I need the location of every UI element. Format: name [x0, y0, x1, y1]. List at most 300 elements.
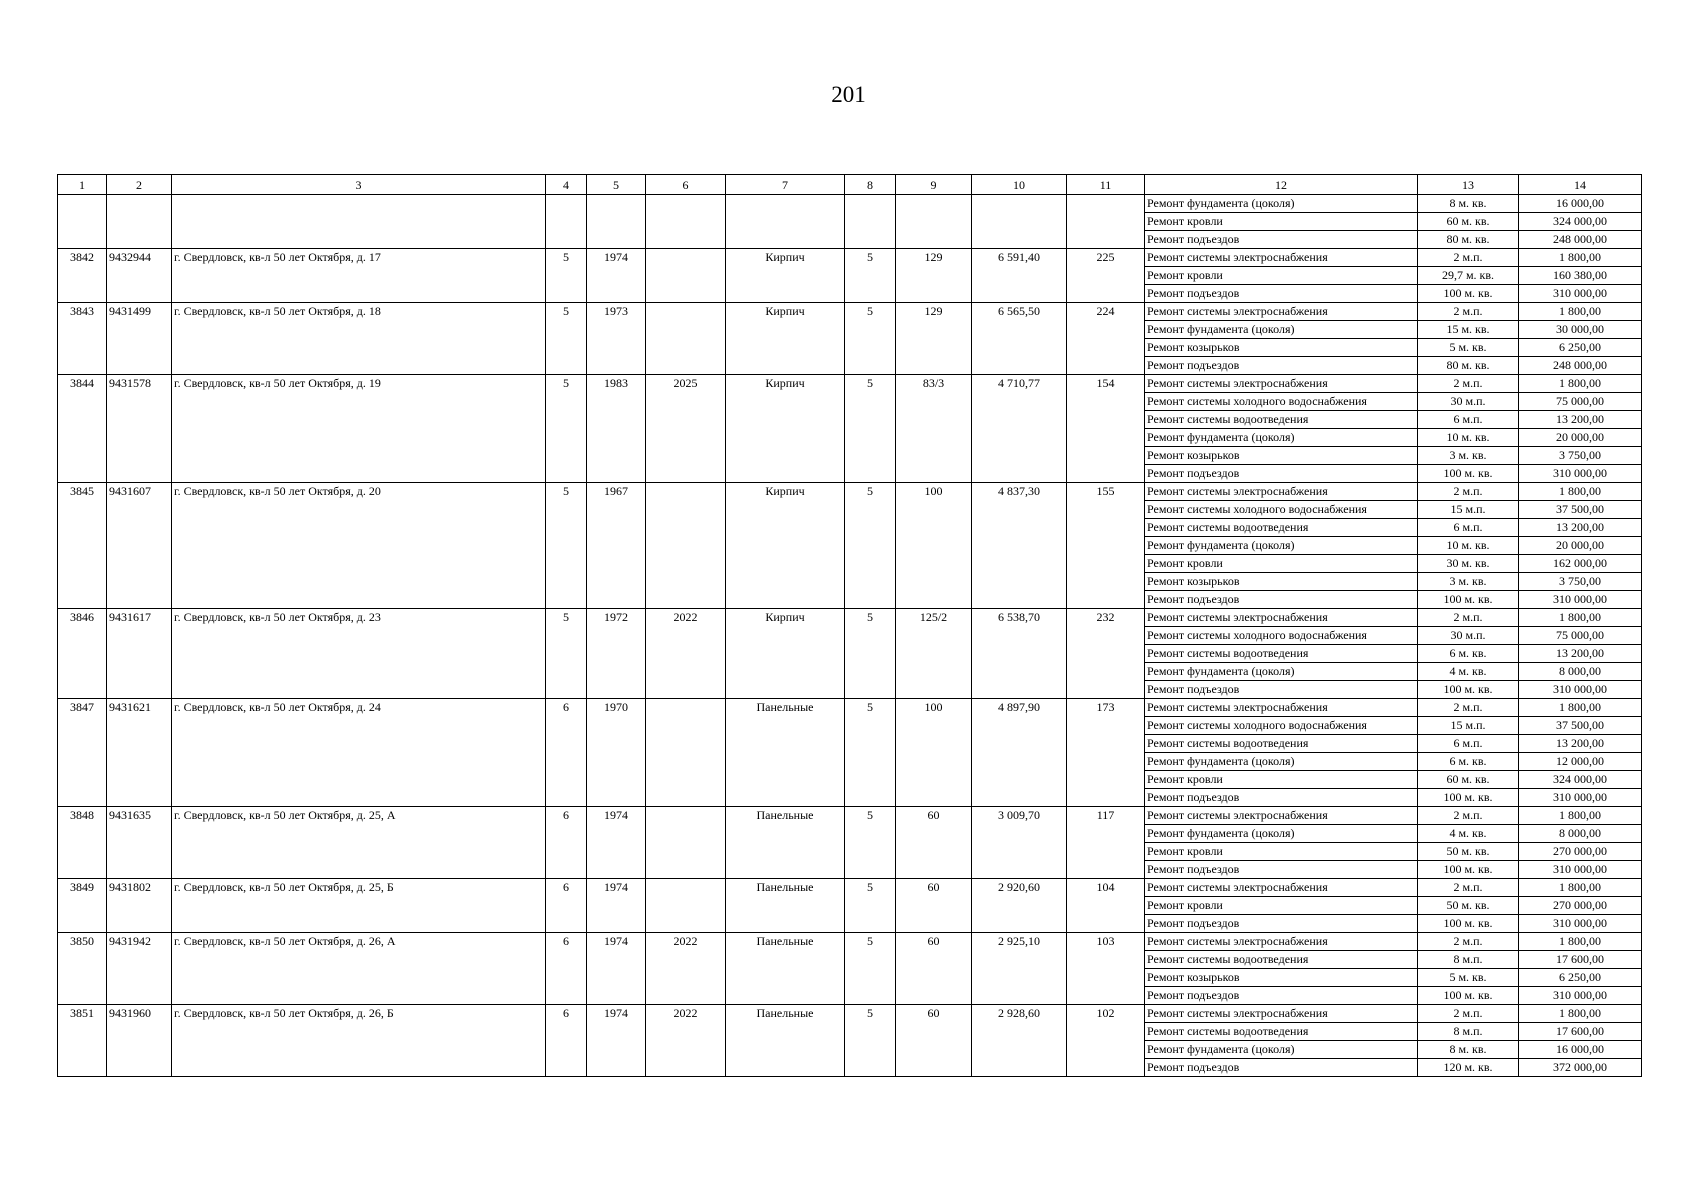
column-header: 8 — [845, 175, 896, 195]
building-code — [107, 447, 172, 465]
cell-col8 — [845, 267, 896, 285]
table-row — [58, 195, 1642, 213]
cell-col11 — [1067, 447, 1145, 465]
building-code — [107, 681, 172, 699]
work-volume: 5 м. кв. — [1418, 969, 1519, 987]
building-number — [58, 789, 107, 807]
cell-col9 — [896, 645, 972, 663]
building-address: г. Свердловск, кв-л 50 лет Октября, д. 20 — [172, 483, 546, 501]
cell-col11 — [1067, 771, 1145, 789]
building-address — [172, 969, 546, 987]
cell-col8 — [845, 627, 896, 645]
cell-col6 — [646, 465, 726, 483]
cell-col8 — [845, 645, 896, 663]
building-number — [58, 573, 107, 591]
work-name: Ремонт фундамента (цоколя) — [1145, 195, 1418, 213]
cell-col5 — [587, 861, 646, 879]
cell-col9 — [896, 357, 972, 375]
building-address — [172, 285, 546, 303]
cell-col11 — [1067, 825, 1145, 843]
cell-col5 — [587, 645, 646, 663]
work-name: Ремонт козырьков — [1145, 573, 1418, 591]
cell-col4 — [546, 447, 587, 465]
cell-col7 — [726, 465, 845, 483]
work-cost: 12 000,00 — [1519, 753, 1642, 771]
cell-col4: 6 — [546, 807, 587, 825]
table-row — [58, 519, 1642, 537]
cell-col11 — [1067, 681, 1145, 699]
work-volume: 8 м. кв. — [1418, 1041, 1519, 1059]
cell-col5: 1983 — [587, 375, 646, 393]
cell-col11 — [1067, 717, 1145, 735]
cell-col11 — [1067, 987, 1145, 1005]
building-address: г. Свердловск, кв-л 50 лет Октября, д. 25, Б — [172, 879, 546, 897]
building-address: г. Свердловск, кв-л 50 лет Октября, д. 23 — [172, 609, 546, 627]
building-number — [58, 591, 107, 609]
building-number — [58, 717, 107, 735]
cell-col6 — [646, 249, 726, 267]
cell-col9: 60 — [896, 807, 972, 825]
building-number — [58, 1041, 107, 1059]
cell-col4 — [546, 555, 587, 573]
cell-col10: 2 920,60 — [972, 879, 1067, 897]
cell-col6 — [646, 1041, 726, 1059]
cell-col6 — [646, 897, 726, 915]
work-cost: 37 500,00 — [1519, 501, 1642, 519]
building-number — [58, 843, 107, 861]
cell-col10 — [972, 645, 1067, 663]
cell-col7 — [726, 825, 845, 843]
cell-col4: 5 — [546, 375, 587, 393]
cell-col8 — [845, 1059, 896, 1077]
table-row — [58, 573, 1642, 591]
work-volume: 2 м.п. — [1418, 249, 1519, 267]
cell-col4: 5 — [546, 609, 587, 627]
cell-col6: 2022 — [646, 609, 726, 627]
cell-col7 — [726, 843, 845, 861]
work-cost: 8 000,00 — [1519, 825, 1642, 843]
column-header: 4 — [546, 175, 587, 195]
cell-col5: 1973 — [587, 303, 646, 321]
work-volume: 50 м. кв. — [1418, 897, 1519, 915]
cell-col10 — [972, 843, 1067, 861]
cell-col5 — [587, 717, 646, 735]
building-number — [58, 1059, 107, 1077]
table-row — [58, 465, 1642, 483]
cell-col10: 2 925,10 — [972, 933, 1067, 951]
cell-col9 — [896, 735, 972, 753]
cell-col5 — [587, 969, 646, 987]
cell-col8 — [845, 591, 896, 609]
building-address — [172, 861, 546, 879]
cell-col6 — [646, 411, 726, 429]
building-code — [107, 465, 172, 483]
cell-col5 — [587, 339, 646, 357]
cell-col8 — [845, 969, 896, 987]
cell-col4 — [546, 321, 587, 339]
cell-col11 — [1067, 969, 1145, 987]
cell-col8 — [845, 195, 896, 213]
building-code — [107, 897, 172, 915]
work-volume: 100 м. кв. — [1418, 915, 1519, 933]
building-code — [107, 987, 172, 1005]
table-row — [58, 483, 1642, 501]
cell-col4 — [546, 861, 587, 879]
cell-col7 — [726, 753, 845, 771]
building-number: 3846 — [58, 609, 107, 627]
column-header: 7 — [726, 175, 845, 195]
table-row — [58, 267, 1642, 285]
cell-col10 — [972, 555, 1067, 573]
work-cost: 37 500,00 — [1519, 717, 1642, 735]
table-row — [58, 663, 1642, 681]
column-header: 9 — [896, 175, 972, 195]
cell-col7 — [726, 1059, 845, 1077]
cell-col10 — [972, 411, 1067, 429]
cell-col5: 1974 — [587, 249, 646, 267]
cell-col9 — [896, 627, 972, 645]
cell-col5 — [587, 843, 646, 861]
cell-col11: 102 — [1067, 1005, 1145, 1023]
register-body — [58, 195, 1642, 1077]
cell-col10 — [972, 735, 1067, 753]
work-cost: 310 000,00 — [1519, 681, 1642, 699]
building-code — [107, 663, 172, 681]
cell-col5 — [587, 771, 646, 789]
cell-col11: 104 — [1067, 879, 1145, 897]
cell-col9 — [896, 321, 972, 339]
work-volume: 6 м.п. — [1418, 519, 1519, 537]
cell-col7 — [726, 357, 845, 375]
work-volume: 15 м. кв. — [1418, 321, 1519, 339]
work-cost: 372 000,00 — [1519, 1059, 1642, 1077]
cell-col10 — [972, 267, 1067, 285]
building-number — [58, 339, 107, 357]
cell-col6 — [646, 501, 726, 519]
cell-col5 — [587, 555, 646, 573]
cell-col10 — [972, 789, 1067, 807]
work-cost: 1 800,00 — [1519, 699, 1642, 717]
cell-col4 — [546, 717, 587, 735]
building-address — [172, 393, 546, 411]
cell-col4 — [546, 825, 587, 843]
cell-col5 — [587, 501, 646, 519]
cell-col9 — [896, 951, 972, 969]
cell-col11: 155 — [1067, 483, 1145, 501]
work-volume: 100 м. кв. — [1418, 591, 1519, 609]
work-name: Ремонт подъездов — [1145, 231, 1418, 249]
cell-col6 — [646, 681, 726, 699]
cell-col11 — [1067, 951, 1145, 969]
building-address — [172, 213, 546, 231]
cell-col11 — [1067, 1023, 1145, 1041]
cell-col6 — [646, 843, 726, 861]
cell-col10 — [972, 1059, 1067, 1077]
cell-col9: 60 — [896, 1005, 972, 1023]
building-address — [172, 429, 546, 447]
work-cost: 270 000,00 — [1519, 843, 1642, 861]
cell-col11 — [1067, 285, 1145, 303]
cell-col6 — [646, 915, 726, 933]
cell-col5 — [587, 267, 646, 285]
building-code — [107, 717, 172, 735]
cell-col5: 1974 — [587, 879, 646, 897]
cell-col4 — [546, 753, 587, 771]
cell-col9: 129 — [896, 303, 972, 321]
cell-col6 — [646, 987, 726, 1005]
cell-col9 — [896, 231, 972, 249]
cell-col6 — [646, 645, 726, 663]
cell-col11 — [1067, 411, 1145, 429]
cell-col11 — [1067, 393, 1145, 411]
work-volume: 120 м. кв. — [1418, 1059, 1519, 1077]
building-address — [172, 231, 546, 249]
cell-col8: 5 — [845, 933, 896, 951]
building-code — [107, 735, 172, 753]
cell-col6 — [646, 195, 726, 213]
building-address — [172, 339, 546, 357]
cell-col4: 6 — [546, 699, 587, 717]
cell-col11 — [1067, 501, 1145, 519]
building-address: г. Свердловск, кв-л 50 лет Октября, д. 24 — [172, 699, 546, 717]
cell-col9: 83/3 — [896, 375, 972, 393]
building-code: 9431942 — [107, 933, 172, 951]
work-name: Ремонт козырьков — [1145, 339, 1418, 357]
building-code — [107, 1059, 172, 1077]
building-number — [58, 645, 107, 663]
work-cost: 270 000,00 — [1519, 897, 1642, 915]
cell-col9 — [896, 753, 972, 771]
work-volume: 100 м. кв. — [1418, 789, 1519, 807]
building-address — [172, 717, 546, 735]
building-number — [58, 627, 107, 645]
building-code — [107, 753, 172, 771]
cell-col4 — [546, 357, 587, 375]
table-row — [58, 537, 1642, 555]
cell-col10 — [972, 231, 1067, 249]
cell-col9 — [896, 771, 972, 789]
work-cost: 310 000,00 — [1519, 789, 1642, 807]
cell-col5 — [587, 573, 646, 591]
table-row — [58, 393, 1642, 411]
cell-col7: Панельные — [726, 699, 845, 717]
building-code: 9431802 — [107, 879, 172, 897]
cell-col6 — [646, 555, 726, 573]
building-address — [172, 501, 546, 519]
cell-col4 — [546, 591, 587, 609]
cell-col9: 100 — [896, 483, 972, 501]
building-number: 3842 — [58, 249, 107, 267]
cell-col4: 5 — [546, 483, 587, 501]
work-volume: 2 м.п. — [1418, 375, 1519, 393]
column-number-row — [58, 175, 1642, 195]
table-row — [58, 429, 1642, 447]
cell-col7: Кирпич — [726, 483, 845, 501]
cell-col7 — [726, 429, 845, 447]
table-row — [58, 681, 1642, 699]
work-name: Ремонт подъездов — [1145, 591, 1418, 609]
cell-col7 — [726, 231, 845, 249]
cell-col7 — [726, 987, 845, 1005]
cell-col6 — [646, 735, 726, 753]
building-number — [58, 987, 107, 1005]
cell-col8 — [845, 429, 896, 447]
cell-col11: 232 — [1067, 609, 1145, 627]
cell-col9 — [896, 825, 972, 843]
building-code — [107, 771, 172, 789]
cell-col10 — [972, 915, 1067, 933]
cell-col8 — [845, 537, 896, 555]
cell-col8: 5 — [845, 879, 896, 897]
cell-col8: 5 — [845, 807, 896, 825]
work-cost: 20 000,00 — [1519, 537, 1642, 555]
cell-col5 — [587, 951, 646, 969]
building-address — [172, 357, 546, 375]
cell-col5 — [587, 789, 646, 807]
cell-col5 — [587, 1023, 646, 1041]
cell-col5 — [587, 519, 646, 537]
work-volume: 2 м.п. — [1418, 303, 1519, 321]
building-number — [58, 537, 107, 555]
cell-col10 — [972, 681, 1067, 699]
cell-col7 — [726, 267, 845, 285]
work-name: Ремонт фундамента (цоколя) — [1145, 1041, 1418, 1059]
work-name: Ремонт подъездов — [1145, 357, 1418, 375]
work-volume: 5 м. кв. — [1418, 339, 1519, 357]
cell-col6 — [646, 699, 726, 717]
cell-col10 — [972, 537, 1067, 555]
building-number — [58, 231, 107, 249]
cell-col8 — [845, 213, 896, 231]
work-name: Ремонт кровли — [1145, 897, 1418, 915]
cell-col7 — [726, 339, 845, 357]
cell-col9 — [896, 915, 972, 933]
work-name: Ремонт подъездов — [1145, 681, 1418, 699]
cell-col6 — [646, 807, 726, 825]
work-volume: 60 м. кв. — [1418, 213, 1519, 231]
work-cost: 17 600,00 — [1519, 951, 1642, 969]
cell-col4 — [546, 951, 587, 969]
building-address — [172, 267, 546, 285]
work-cost: 1 800,00 — [1519, 933, 1642, 951]
cell-col10 — [972, 339, 1067, 357]
column-header: 1 — [58, 175, 107, 195]
table-row — [58, 609, 1642, 627]
work-cost: 1 800,00 — [1519, 1005, 1642, 1023]
cell-col6 — [646, 231, 726, 249]
work-volume: 30 м. кв. — [1418, 555, 1519, 573]
work-name: Ремонт фундамента (цоколя) — [1145, 753, 1418, 771]
cell-col11 — [1067, 213, 1145, 231]
cell-col4 — [546, 897, 587, 915]
cell-col6 — [646, 303, 726, 321]
cell-col6 — [646, 321, 726, 339]
cell-col6 — [646, 213, 726, 231]
cell-col11 — [1067, 1041, 1145, 1059]
cell-col9 — [896, 987, 972, 1005]
work-volume: 50 м. кв. — [1418, 843, 1519, 861]
table-row — [58, 861, 1642, 879]
work-name: Ремонт фундамента (цоколя) — [1145, 825, 1418, 843]
building-number: 3844 — [58, 375, 107, 393]
work-cost: 310 000,00 — [1519, 465, 1642, 483]
building-code: 9431578 — [107, 375, 172, 393]
cell-col7 — [726, 771, 845, 789]
cell-col4 — [546, 735, 587, 753]
cell-col6 — [646, 879, 726, 897]
table-row — [58, 987, 1642, 1005]
work-volume: 4 м. кв. — [1418, 663, 1519, 681]
building-number — [58, 753, 107, 771]
work-cost: 248 000,00 — [1519, 357, 1642, 375]
cell-col6 — [646, 339, 726, 357]
work-volume: 3 м. кв. — [1418, 447, 1519, 465]
table-row — [58, 231, 1642, 249]
work-name: Ремонт системы холодного водоснабжения — [1145, 627, 1418, 645]
work-volume: 60 м. кв. — [1418, 771, 1519, 789]
cell-col9 — [896, 411, 972, 429]
building-code: 9431621 — [107, 699, 172, 717]
building-number — [58, 411, 107, 429]
work-name: Ремонт системы электроснабжения — [1145, 249, 1418, 267]
column-header: 2 — [107, 175, 172, 195]
cell-col5: 1967 — [587, 483, 646, 501]
cell-col7: Кирпич — [726, 375, 845, 393]
cell-col9 — [896, 447, 972, 465]
cell-col6 — [646, 591, 726, 609]
cell-col10 — [972, 519, 1067, 537]
cell-col8 — [845, 1041, 896, 1059]
cell-col10 — [972, 825, 1067, 843]
work-name: Ремонт системы электроснабжения — [1145, 807, 1418, 825]
table-row — [58, 735, 1642, 753]
cell-col6 — [646, 969, 726, 987]
cell-col6 — [646, 429, 726, 447]
cell-col8 — [845, 231, 896, 249]
building-number: 3847 — [58, 699, 107, 717]
cell-col4 — [546, 465, 587, 483]
cell-col4: 5 — [546, 249, 587, 267]
building-number — [58, 663, 107, 681]
cell-col5 — [587, 663, 646, 681]
building-number — [58, 951, 107, 969]
column-header: 14 — [1519, 175, 1642, 195]
cell-col10 — [972, 1023, 1067, 1041]
cell-col11: 224 — [1067, 303, 1145, 321]
work-cost: 162 000,00 — [1519, 555, 1642, 573]
work-cost: 16 000,00 — [1519, 1041, 1642, 1059]
building-code — [107, 285, 172, 303]
cell-col4 — [546, 195, 587, 213]
building-address — [172, 195, 546, 213]
cell-col10 — [972, 663, 1067, 681]
cell-col8: 5 — [845, 483, 896, 501]
work-volume: 30 м.п. — [1418, 393, 1519, 411]
table-row — [58, 375, 1642, 393]
work-name: Ремонт системы водоотведения — [1145, 951, 1418, 969]
cell-col4 — [546, 231, 587, 249]
cell-col11 — [1067, 339, 1145, 357]
building-address — [172, 915, 546, 933]
table-row — [58, 969, 1642, 987]
cell-col8 — [845, 663, 896, 681]
cell-col6: 2025 — [646, 375, 726, 393]
table-row — [58, 807, 1642, 825]
building-code — [107, 915, 172, 933]
cell-col10: 6 538,70 — [972, 609, 1067, 627]
work-name: Ремонт кровли — [1145, 213, 1418, 231]
cell-col7 — [726, 195, 845, 213]
